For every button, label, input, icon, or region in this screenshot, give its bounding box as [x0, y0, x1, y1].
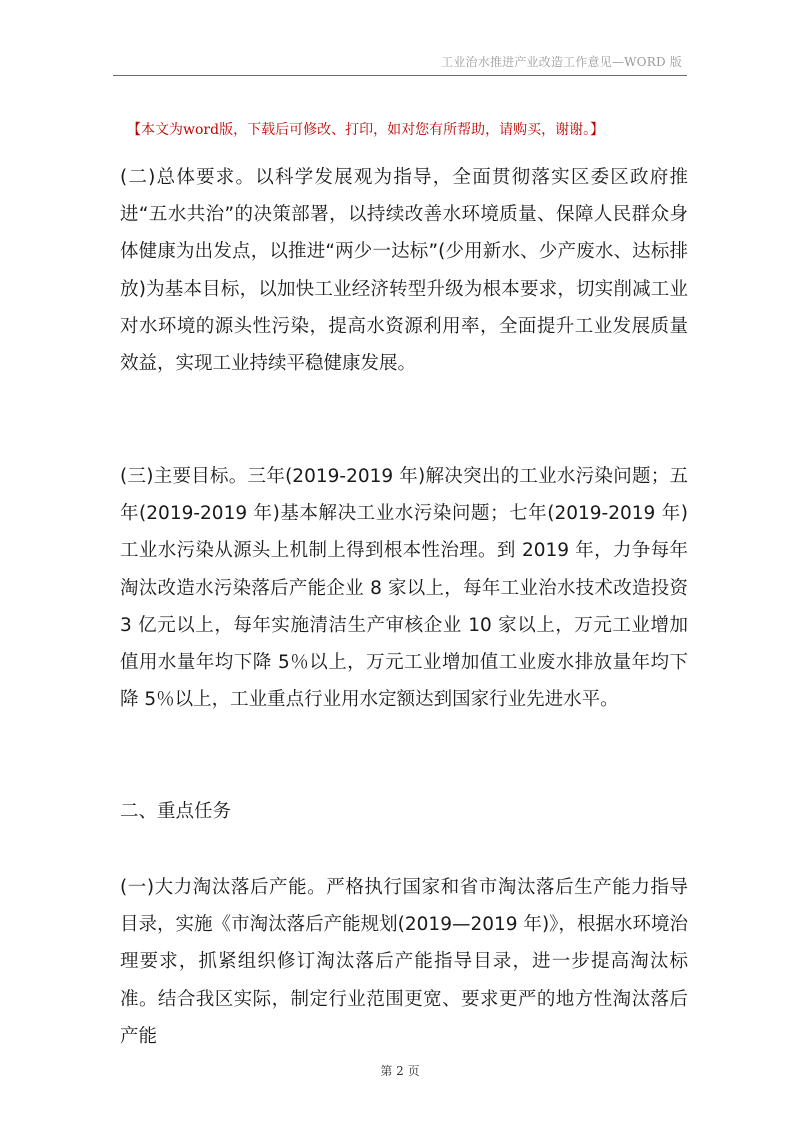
- paragraph-eliminate-backward-capacity: (一)大力淘汰落后产能。严格执行国家和省市淘汰落后生产能力指导目录，实施《市淘汰落后产能规划(2019—2019 年)》，根据水环境治理要求，抓紧组织修订淘汰落后产能指导目录，进一步提高淘汰标准。结合我区实际，制定行业范围更宽、要求更严的地方性淘汰落后产能: [120, 877, 688, 1047]
- section-heading-key-tasks: 二、重点任务: [120, 801, 232, 822]
- page-number: 第 2 页: [380, 1064, 420, 1078]
- paragraph-overall-requirements: (二)总体要求。以科学发展观为指导，全面贯彻落实区委区政府推进“五水共治”的决策部署，以持续改善水环境质量、保障人民群众身体健康为出发点，以推进“两少一达标”(少用新水、少产废水、达标排放)为基本目标，以加快工业经济转型升级为根本要求，切实削减工业对水环境的源头性污染，提高水资源利用率，全面提升工业发展质量效益，实现工业持续平稳健康发展。: [120, 167, 688, 375]
- paragraph-main-goals: (三)主要目标。三年(2019-2019 年)解决突出的工业水污染问题；五年(2019-2019 年)基本解决工业水污染问题；七年(2019-2019 年)工业水污染从源头上机制上得到根本性治理。到 2019 年，力争每年淘汰改造水污染落后产能企业 8 家以上，每年工业治水技术改造投资 3 亿元以上，每年实施清洁生产审核企业 10 家以上，万元工业增加值用水量年均下降 5％以上，万元工业增加值工业废水排放量年均下降 5％以上，工业重点行业用水定额达到国家行业先进水平。: [120, 466, 688, 711]
- purchase-notice: 【本文为word版，下载后可修改、打印，如对您有所帮助，请购买，谢谢。】: [127, 122, 605, 138]
- running-header-title: 工业治水推进产业改造工作意见—WORD 版: [441, 55, 682, 69]
- header-divider: [113, 75, 687, 76]
